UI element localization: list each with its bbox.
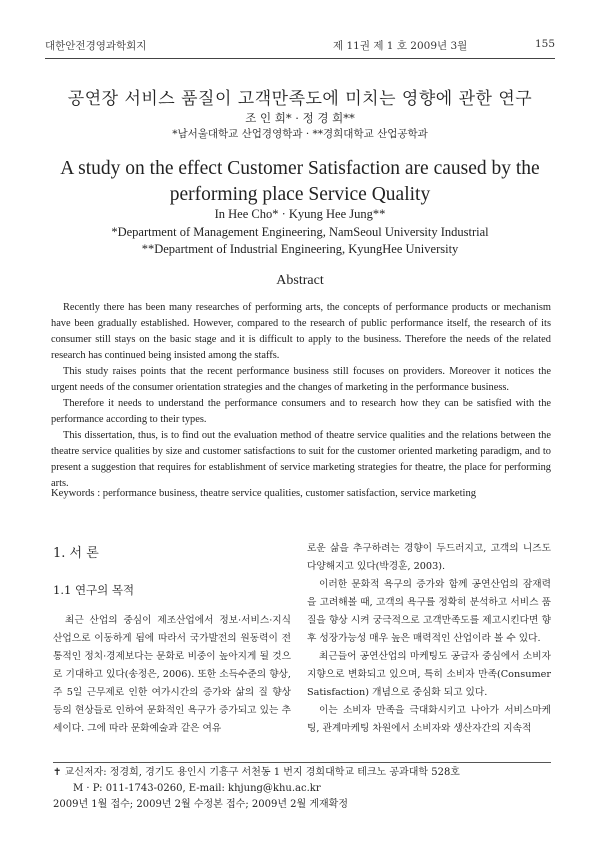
footnote-dates: 2009년 1월 접수; 2009년 2월 수정본 접수; 2009년 2월 게재확정 (53, 799, 349, 810)
body-paragraph: 이러한 문화적 욕구의 증가와 함께 공연산업의 잠재력을 고려해볼 때, 고객의 욕구를 정확히 분석하고 서비스 품질을 향상 시켜 궁극적으로 고객만족도를 제고시킨다면 향후 성장가능성 매우 높은 매력적인 산업이라 볼 수 있다. (307, 579, 551, 644)
abstract-heading: Abstract (276, 273, 324, 288)
issue-info: 제 11권 제 1 호 2009년 3월 (333, 40, 468, 52)
footnote-contact: M · P: 011-1743-0260, E-mail: khjung@khu.ac.kr (73, 783, 321, 794)
header-rule (45, 58, 555, 59)
english-affiliation-1: *Department of Management Engineering, NamSeoul University Industrial (111, 225, 489, 239)
korean-title: 공연장 서비스 품질이 고객만족도에 미치는 영향에 관한 연구 (67, 89, 533, 109)
running-header (45, 38, 555, 58)
left-column (53, 612, 291, 738)
english-authors: In Hee Cho* · Kyung Hee Jung** (214, 207, 386, 221)
footnote-corresponding: ✝ 교신저자: 정경희, 경기도 용인시 기흥구 서천동 1 번지 경희대학교 테크노 공과대학 528호 (53, 767, 460, 778)
body-paragraph: 로운 삶을 추구하려는 경향이 두드러지고, 고객의 니즈도 다양해지고 있다(박경훈, 2003). (307, 543, 551, 572)
abstract-paragraph: Therefore it needs to understand the performance consumers and to research how they can be satisfied with the performance according to their types. (51, 398, 551, 425)
english-affiliation-2: **Department of Industrial Engineering, KyungHee University (141, 242, 459, 256)
body-paragraph: 최근들어 공연산업의 마케팅도 공급자 중심에서 소비자 지향으로 변화되고 있으며, 특히 소비자 만족(Consumer Satisfaction) 개념으로 중심화 되고 있다. (307, 651, 551, 698)
english-title: A study on the effect Customer Satisfaction are caused by the performing place Service Quality (60, 158, 540, 205)
korean-authors: 조 인 희* · 정 경 희** (245, 111, 355, 125)
abstract-paragraph: Recently there has been many researches of performing arts, the concepts of performance products or mechanism have been gradually established. However, compared to the research of public performance itself, the research of its consumer still stays on the basic stage and it is difficult to apply to the business. Therefore the needs of the related research has continued being insisted among the staffs. (51, 302, 551, 361)
journal-name: 대한안전경영과학회지 (45, 40, 147, 52)
footnote-rule (53, 762, 551, 763)
subsection-heading: 1.1 연구의 목적 (53, 583, 135, 597)
section-heading: 1. 서 론 (53, 546, 99, 561)
abstract-paragraph: This dissertation, thus, is to find out the evaluation method of theatre service qualities and the relations between the theatre service qualities by size and customer satisfactions to suit for the customer oriented marketing paradigm, and to present a suggestion that requires for establishment of service marketing strategies for theatre, the place for performing arts. (51, 430, 551, 489)
right-column (307, 540, 551, 738)
body-paragraph: 이는 소비자 만족을 극대화시키고 나아가 서비스마케팅, 관계마케팅 차원에서 소비자와 생산자간의 지속적 (307, 705, 551, 734)
korean-affiliations: *남서울대학교 산업경영학과 · **경희대학교 산업공학과 (172, 128, 428, 140)
keywords: Keywords : performance business, theatre service qualities, customer satisfaction, service marketing (51, 488, 477, 499)
abstract-paragraph: This study raises points that the recent performance business still focuses on providers. Moreover it notices the urgent needs of the consumer orientation strategies and the changes of marketing in the performance business. (51, 366, 551, 393)
body-paragraph: 최근 산업의 중심이 제조산업에서 정보·서비스·지식 산업으로 이동하게 됨에 따라서 국가발전의 원동력이 전통적인 정치·경제보다는 문화로 비중이 높아지게 될 것으로 기대하고 있다(송정은, 2006). 또한 소득수준의 향상, 주 5일 근무제로 인한 여가시간의 증가와 삶의 질 향상 등의 현상들로 인하여 문화적인 욕구가 증가되고 있는 추세이다. 그에 따라 문화예술과 같은 여유 (53, 615, 291, 734)
abstract-body (51, 300, 551, 492)
page-number: 155 (534, 38, 555, 50)
